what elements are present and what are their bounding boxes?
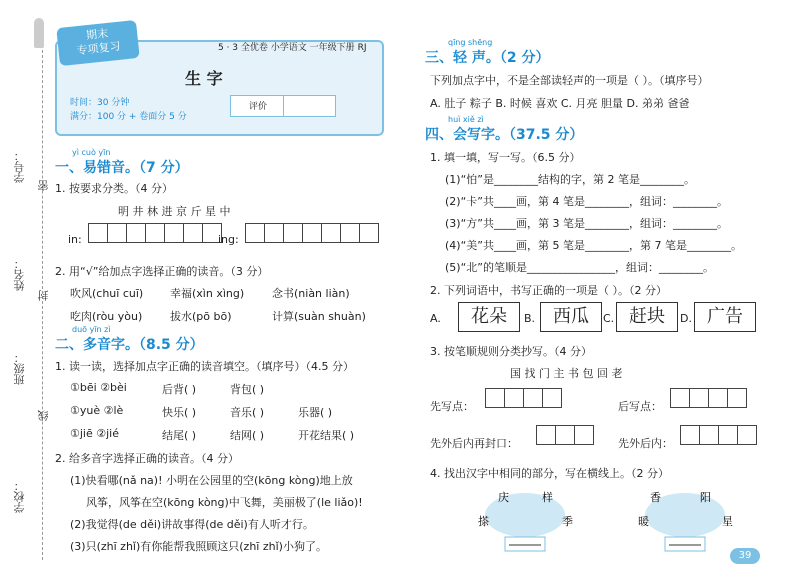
choice-item[interactable]: 吹风(chuī cuī) <box>70 287 144 300</box>
answer-blank[interactable]: 乐器( ) <box>298 406 333 419</box>
question: 1. 读一读，选择加点字正确的读音填空。（填序号）（4.5 分） <box>55 360 354 373</box>
category-label: 先外后内再封口： <box>430 437 518 450</box>
choice-item[interactable]: 吃肉(ròu yòu) <box>70 310 143 323</box>
question: 2. 下列词语中，书写正确的一项是（ ）。（2 分） <box>430 284 667 297</box>
section-pinyin: qīng shēng <box>448 38 493 47</box>
writing-grid[interactable] <box>245 223 379 243</box>
section-title: 三、轻 声。（2 分） <box>425 50 550 66</box>
option-a-box[interactable]: 花朵 <box>458 302 520 332</box>
question: 下列加点字中，不是全部读轻声的一项是（ ）。（填序号） <box>430 74 709 87</box>
options[interactable]: A. 肚子 粽子 B. 时候 喜欢 C. 月亮 胆量 D. 弟弟 爸爸 <box>430 97 690 110</box>
section-pinyin: huì xiě zì <box>448 115 484 124</box>
option-c-box[interactable]: 赶块 <box>616 302 678 332</box>
tree-char: 样 <box>542 491 553 504</box>
sentence[interactable]: (2)我觉得(de děi)讲故事得(de děi)有人听才行。 <box>70 518 314 531</box>
option-label: B. <box>524 312 536 325</box>
writing-grid[interactable] <box>485 388 562 408</box>
fill-line[interactable]: (1)“怕”是________结构的字，第 2 笔是________。 <box>445 173 695 186</box>
section-title: 一、易错音。（7 分） <box>55 160 189 176</box>
option-d-box[interactable]: 广告 <box>694 302 756 332</box>
section-pinyin: duō yīn zì <box>72 325 111 334</box>
time-label: 时间：30 分钟 <box>70 98 130 108</box>
answer-blank[interactable]: 快乐( ) <box>162 406 197 419</box>
option-label: C. <box>603 312 615 325</box>
in-label: in: <box>68 233 82 246</box>
page-title: 生 字 <box>185 69 223 88</box>
option-label: A. <box>430 312 441 325</box>
ing-label: ing: <box>218 233 239 246</box>
section-title: 四、会写字。（37.5 分） <box>425 127 584 143</box>
fill-line[interactable]: (3)“方”共____画，第 3 笔是________，组词：________。 <box>445 217 728 230</box>
answer-blank[interactable]: 结尾( ) <box>162 429 197 442</box>
student-id-label: 学号： <box>13 150 26 183</box>
tree-char: 暖 <box>638 515 649 528</box>
seal-mark: 密 <box>37 180 50 191</box>
tree-char: 香 <box>650 491 661 504</box>
seal-mark: 封 <box>37 290 50 301</box>
score-label: 满分：100 分 + 卷面分 5 分 <box>70 112 187 122</box>
answer-blank[interactable]: 后背( ) <box>162 383 197 396</box>
choice-item[interactable]: 拔水(pō bō) <box>170 310 232 323</box>
review-badge: 期末 专项复习 <box>56 20 140 66</box>
fill-line[interactable]: (4)“美”共____画，第 5 笔是________，第 7 笔是________。 <box>445 239 742 252</box>
answer-blank[interactable]: 音乐( ) <box>230 406 265 419</box>
question: 4. 找出汉字中相同的部分，写在横线上。（2 分） <box>430 467 669 480</box>
question: 1. 按要求分类。（4 分） <box>55 182 173 195</box>
character-tree-1 <box>470 485 580 557</box>
reading-options: ①jiē ②jié <box>70 427 119 440</box>
choice-item[interactable]: 幸福(xìn xìng) <box>170 287 245 300</box>
question: 2. 给多音字选择正确的读音。（4 分） <box>55 452 239 465</box>
choice-item[interactable]: 念书(niàn liàn) <box>272 287 350 300</box>
tree-char: 星 <box>722 515 733 528</box>
option-b-box[interactable]: 西瓜 <box>540 302 602 332</box>
category-label: 后写点： <box>618 400 662 413</box>
class-label: 班级： <box>13 352 26 385</box>
question: 3. 按笔顺规则分类抄写。（4 分） <box>430 345 592 358</box>
page-number: 39 <box>730 548 760 564</box>
writing-grid[interactable] <box>88 223 222 243</box>
seal-mark: 线 <box>37 410 50 421</box>
tree-char: 季 <box>562 515 573 528</box>
category-label: 先外后内： <box>618 437 673 450</box>
writing-grid[interactable] <box>670 388 747 408</box>
section-title: 二、多音字。（8.5 分） <box>55 337 204 353</box>
reading-options: ①yuè ②lè <box>70 404 124 417</box>
sentence[interactable]: (1)快看哪(nǎ na)! 小明在公园里的空(kōng kòng)地上放 <box>70 474 353 487</box>
sentence[interactable]: (3)只(zhī zhǐ)有你能帮我照顾这只(zhī zhǐ)小狗了。 <box>70 540 327 553</box>
writing-grid[interactable] <box>680 425 757 445</box>
choice-item[interactable]: 计算(suàn shuàn) <box>272 310 366 323</box>
section-pinyin: yì cuò yīn <box>72 148 111 157</box>
answer-blank[interactable]: 结网( ) <box>230 429 265 442</box>
char-list: 国 找 门 主 书 包 回 老 <box>510 367 623 380</box>
question: 1. 填一填，写一写。（6.5 分） <box>430 151 581 164</box>
school-label: 学校： <box>13 480 26 513</box>
option-label: D. <box>680 312 692 325</box>
character-tree-2 <box>630 485 740 557</box>
name-label: 姓名： <box>13 258 26 291</box>
answer-blank[interactable]: 开花结果( ) <box>298 429 355 442</box>
fill-line[interactable]: (2)“卡”共____画，第 4 笔是________，组词：________。 <box>445 195 728 208</box>
answer-blank[interactable]: 背包( ) <box>230 383 265 396</box>
sentence[interactable]: 风筝，风筝在空(kōng kòng)中飞舞，美丽极了(le liǎo)! <box>86 496 363 509</box>
tree-char: 阳 <box>700 491 711 504</box>
category-label: 先写点： <box>430 400 474 413</box>
writing-grid[interactable] <box>536 425 594 445</box>
grade-box: 评价 <box>230 95 336 117</box>
reading-options: ①bēi ②bèi <box>70 381 127 394</box>
series-label: 5 · 3 全优卷 小学语文 一年级下册 RJ <box>218 43 367 53</box>
tree-char: 庆 <box>498 491 509 504</box>
fill-line[interactable]: (5)“北”的笔顺是________________，组词：________。 <box>445 261 714 274</box>
question: 2. 用“√”给加点字选择正确的读音。（3 分） <box>55 265 269 278</box>
rocket-icon <box>34 18 44 48</box>
tree-char: 搽 <box>478 515 489 528</box>
char-list: 明 井 林 进 京 斤 星 中 <box>118 205 231 218</box>
